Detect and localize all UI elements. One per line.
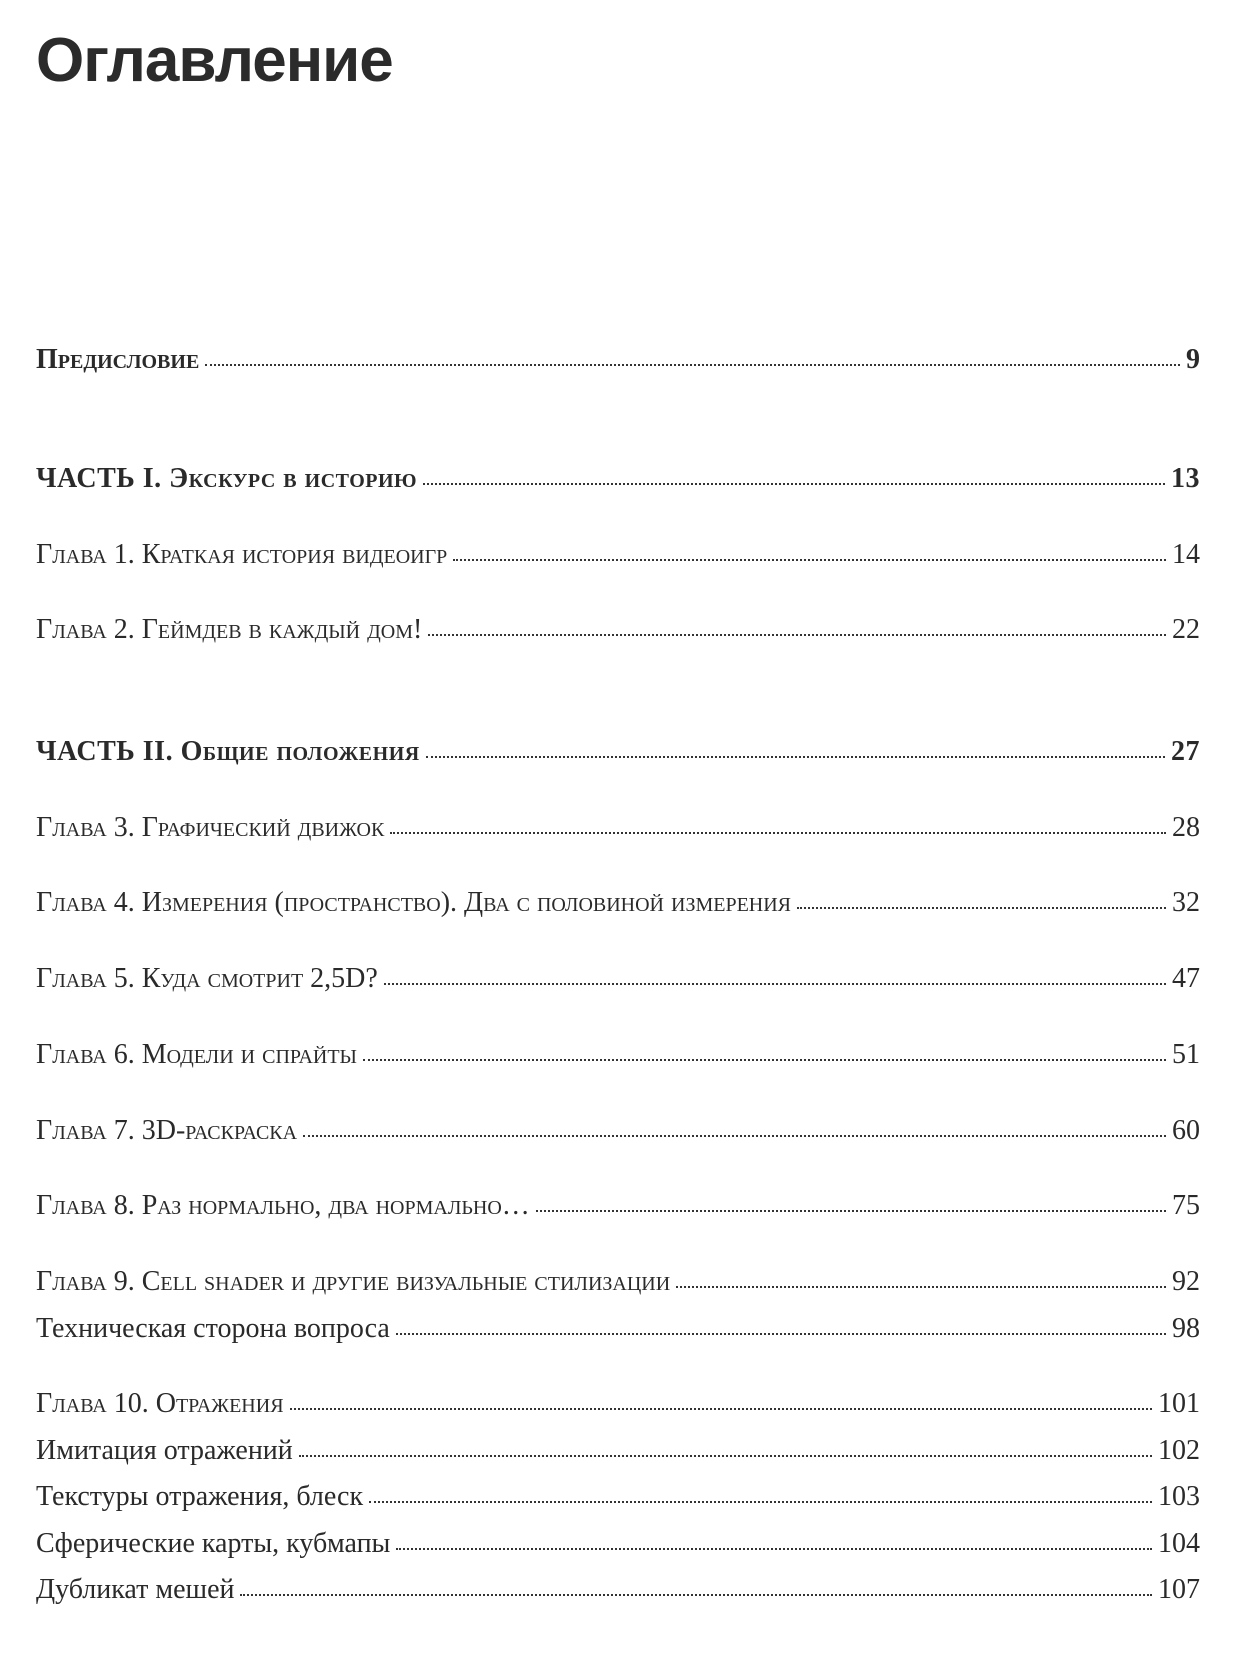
toc-entry-page: 75 [1172, 1190, 1200, 1221]
toc-entry-chapter-9[interactable] [36, 1268, 1200, 1296]
dot-leader [676, 1286, 1166, 1288]
toc-entry-label: Имитация отражений [36, 1435, 293, 1466]
toc-entry-page: 27 [1171, 736, 1200, 767]
toc-entry-label: Дубликат мешей [36, 1574, 235, 1605]
toc-entry-page: 51 [1172, 1039, 1200, 1070]
toc-entry-section[interactable] [36, 1437, 1200, 1465]
toc-entry-page: 103 [1158, 1481, 1200, 1512]
toc-entry-page: 104 [1158, 1528, 1200, 1559]
toc-entry-label: Глава 7. 3D-раскраска [36, 1115, 298, 1146]
toc-entry-chapter-4[interactable] [36, 889, 1200, 917]
toc-entry-label: Глава 3. Графический движок [36, 812, 385, 843]
toc-entry-page: 9 [1186, 344, 1200, 375]
toc-entry-label: Текстуры отражения, блеск [36, 1481, 364, 1512]
toc-entry-label: ЧАСТЬ I. Экскурс в историю [36, 463, 418, 494]
toc-entry-section[interactable] [36, 1483, 1200, 1511]
dot-leader [303, 1135, 1166, 1137]
page-title: Оглавление [36, 26, 393, 95]
toc-entry-label: Глава 8. Раз нормально, два нормально… [36, 1190, 530, 1221]
toc-entry-page: 101 [1158, 1388, 1200, 1419]
toc-entry-label: Глава 6. Модели и спрайты [36, 1039, 358, 1070]
toc-entry-label: Глава 5. Куда смотрит 2,5D? [36, 963, 378, 994]
toc-entry-label: Сферические карты, кубмапы [36, 1528, 391, 1559]
dot-leader [453, 559, 1166, 561]
toc-entry-section[interactable] [36, 1315, 1200, 1343]
toc-entry-label: Предисловие [36, 344, 200, 375]
toc-entry-part-2[interactable] [36, 738, 1200, 766]
toc-entry-label: Техническая сторона вопроса [36, 1313, 390, 1344]
dot-leader [390, 832, 1166, 834]
toc-entry-page: 22 [1172, 614, 1200, 645]
toc-entry-page: 47 [1172, 963, 1200, 994]
toc-entry-chapter-10[interactable] [36, 1390, 1200, 1418]
dot-leader [299, 1455, 1152, 1457]
toc-entry-page: 14 [1172, 539, 1200, 570]
toc-entry-chapter-3[interactable] [36, 814, 1200, 842]
dot-leader [797, 907, 1166, 909]
dot-leader [423, 483, 1165, 485]
dot-leader [205, 364, 1180, 366]
toc-entry-page: 13 [1171, 463, 1200, 494]
toc-entry-page: 107 [1158, 1574, 1200, 1605]
dot-leader [536, 1210, 1166, 1212]
toc-entry-chapter-5[interactable] [36, 965, 1200, 993]
toc-entry-chapter-7[interactable] [36, 1117, 1200, 1145]
toc-entry-label: Глава 4. Измерения (пространство). Два с половиной измерения [36, 887, 792, 918]
table-of-contents [36, 0, 1200, 1680]
toc-entry-part-1[interactable] [36, 465, 1200, 493]
dot-leader [363, 1059, 1166, 1061]
toc-entry-chapter-6[interactable] [36, 1041, 1200, 1069]
dot-leader [369, 1501, 1152, 1503]
toc-entry-page: 98 [1172, 1313, 1200, 1344]
toc-entry-label: Глава 2. Геймдев в каждый дом! [36, 614, 423, 645]
toc-entry-label: Глава 1. Краткая история видеоигр [36, 539, 448, 570]
toc-entry-preface[interactable] [36, 346, 1200, 374]
dot-leader [396, 1548, 1152, 1550]
toc-entry-page: 32 [1172, 887, 1200, 918]
toc-entry-section[interactable] [36, 1530, 1200, 1558]
toc-entry-section[interactable] [36, 1576, 1200, 1604]
dot-leader [428, 634, 1166, 636]
toc-entry-label: Глава 10. Отражения [36, 1388, 284, 1419]
toc-entry-page: 60 [1172, 1115, 1200, 1146]
toc-entry-label: Глава 9. Cell shader и другие визуальные стилизации [36, 1266, 671, 1297]
toc-entry-chapter-8[interactable] [36, 1192, 1200, 1220]
dot-leader [240, 1594, 1152, 1596]
toc-entry-chapter-2[interactable] [36, 616, 1200, 644]
toc-entry-page: 102 [1158, 1435, 1200, 1466]
toc-entry-page: 92 [1172, 1266, 1200, 1297]
dot-leader [396, 1333, 1166, 1335]
dot-leader [384, 983, 1166, 985]
dot-leader [290, 1408, 1152, 1410]
toc-entry-chapter-1[interactable] [36, 541, 1200, 569]
dot-leader [426, 756, 1165, 758]
toc-entry-label: ЧАСТЬ II. Общие положения [36, 736, 420, 767]
toc-entry-page: 28 [1172, 812, 1200, 843]
